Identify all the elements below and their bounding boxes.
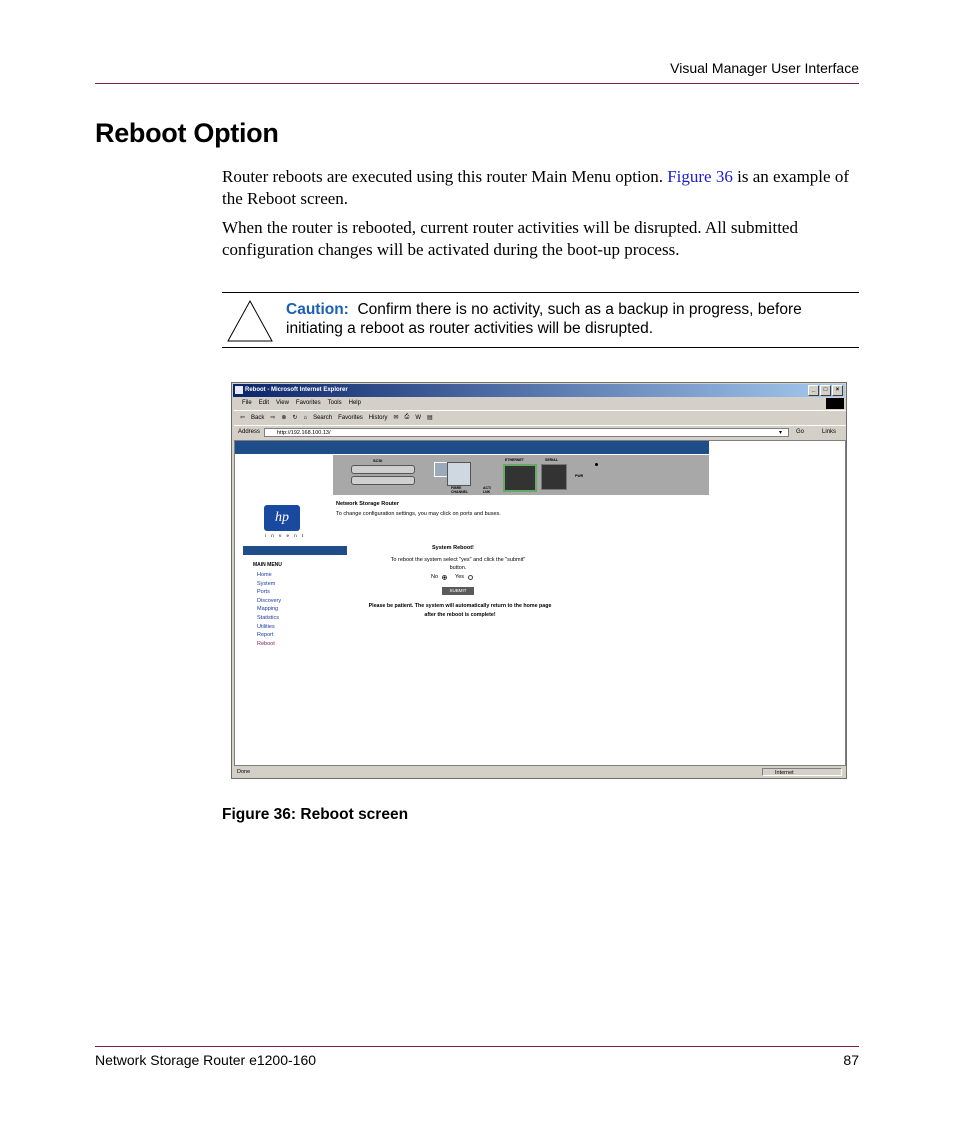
browser-viewport	[234, 440, 846, 766]
router-front-panel[interactable]	[333, 455, 709, 495]
main-menu-title: MAIN MENU	[253, 562, 282, 568]
caution-box	[222, 292, 859, 348]
browser-title: Reboot - Microsoft Internet Explorer	[245, 387, 348, 393]
browser-toolbar	[234, 410, 846, 424]
paragraph-2: When the router is rebooted, current router activities will be disrupted. All submitted configuration changes will be activated during the boot-up process.	[222, 218, 798, 259]
window-controls	[808, 385, 843, 396]
ie-window-icon	[235, 386, 243, 394]
reboot-title: System Reboot!	[432, 545, 474, 551]
menu-link-report[interactable]: Report	[257, 632, 274, 639]
menu-link-system[interactable]: System	[257, 580, 276, 587]
address-input[interactable]: http://192.168.100.13/	[264, 428, 789, 437]
status-text: Done	[237, 769, 251, 775]
menu-file[interactable]: File	[242, 400, 252, 406]
back-arrow-icon[interactable]: ⇦	[240, 415, 246, 421]
ethernet-label: ETHERNET	[505, 458, 524, 462]
search-button[interactable]: Search	[313, 414, 333, 421]
menu-header-band	[243, 546, 347, 555]
edit-icon[interactable]: W	[415, 414, 421, 421]
serial-label: SERIAL	[545, 458, 558, 462]
forward-arrow-icon[interactable]: ⇨	[270, 415, 276, 421]
paragraph-1	[222, 166, 852, 210]
serial-port[interactable]	[541, 464, 567, 490]
section-title: Reboot Option	[95, 118, 279, 148]
act-lnk-label: ACT/ LNK	[483, 486, 492, 494]
security-zone: Internet	[762, 768, 842, 776]
main-menu-list	[257, 571, 281, 648]
menu-link-utilities[interactable]: Utilities	[257, 623, 275, 630]
no-label: No	[431, 574, 439, 580]
yes-radio[interactable]	[468, 575, 473, 580]
menu-tools[interactable]: Tools	[327, 400, 342, 406]
menu-link-home[interactable]: Home	[257, 572, 272, 578]
menu-favorites[interactable]: Favorites	[295, 400, 321, 406]
menu-view[interactable]: View	[276, 400, 289, 406]
paragraph-1-text-a: Router reboots are executed using this router Main Menu option.	[222, 167, 668, 186]
monitor-icon	[434, 462, 448, 477]
home-icon[interactable]: ⌂	[303, 414, 308, 421]
pwr-label: PWR	[575, 474, 584, 478]
page-subheading: To change configuration settings, you may click on ports and buses.	[336, 511, 501, 517]
links-button[interactable]: Links	[822, 429, 837, 435]
browser-window	[231, 382, 847, 779]
patience-note: Please be patient. The system will automatically return to the home page after the reboot is complete!	[368, 603, 552, 618]
caution-triangle-icon	[226, 299, 274, 343]
discuss-icon[interactable]: ▤	[426, 415, 433, 421]
windows-flag-icon	[826, 398, 844, 409]
page-heading: Network Storage Router	[336, 501, 399, 507]
header-rule	[95, 83, 859, 84]
scsi-label: SCSI	[373, 458, 383, 463]
menu-link-reboot[interactable]: Reboot	[257, 640, 275, 647]
address-dropdown-icon[interactable]: ▾	[779, 430, 783, 436]
hp-invent-tagline: i n v e n t	[265, 533, 306, 538]
running-header: Visual Manager User Interface	[670, 60, 859, 76]
status-bar	[234, 767, 846, 778]
scsi-port-2[interactable]	[351, 476, 415, 485]
browser-menu-bar	[234, 398, 846, 409]
refresh-icon[interactable]: ↻	[292, 415, 298, 421]
no-radio[interactable]	[442, 575, 447, 580]
maximize-button[interactable]: □	[820, 385, 831, 396]
scsi-port-1[interactable]	[351, 465, 415, 474]
power-led	[595, 463, 598, 466]
reboot-choice	[431, 574, 473, 580]
stop-icon[interactable]: ⊗	[281, 415, 287, 421]
yes-label: Yes	[455, 574, 465, 580]
history-button[interactable]: History	[368, 414, 388, 421]
footer-rule	[95, 1046, 859, 1047]
menu-link-ports[interactable]: Ports	[257, 589, 270, 596]
menu-link-mapping[interactable]: Mapping	[257, 606, 279, 613]
browser-title-bar	[233, 384, 845, 397]
ethernet-port[interactable]	[503, 464, 537, 492]
address-label: Address	[238, 429, 261, 435]
go-button[interactable]: Go	[796, 429, 805, 435]
minimize-button[interactable]: _	[808, 385, 819, 396]
menu-link-discovery[interactable]: Discovery	[257, 597, 282, 604]
back-button[interactable]: Back	[251, 414, 265, 421]
menu-link-statistics[interactable]: Statistics	[257, 614, 280, 621]
menu-help[interactable]: Help	[348, 400, 361, 406]
footer-doc-title: Network Storage Router e1200-160	[95, 1052, 317, 1068]
caution-message: Confirm there is no activity, such as a backup in progress, before initiating a reboot as router activities will be disrupted.	[286, 301, 802, 337]
paragraph-1-text-b: is an example of the Reboot screen.	[222, 167, 849, 208]
submit-button[interactable]: SUBMIT	[442, 587, 474, 595]
fibre-channel-port[interactable]	[447, 462, 471, 486]
page-number: 87	[843, 1052, 859, 1068]
fibre-label: FIBRE CHANNEL	[451, 486, 469, 494]
figure-caption: Figure 36: Reboot screen	[222, 806, 409, 823]
router-header-band	[235, 441, 709, 454]
favorites-button[interactable]: Favorites	[338, 414, 363, 421]
caution-text-block	[286, 300, 856, 338]
print-icon[interactable]: ⎙	[404, 414, 410, 420]
address-bar	[234, 425, 846, 440]
reboot-instruction: To reboot the system select "yes" and click the "submit" button.	[390, 557, 526, 571]
close-button[interactable]: ×	[832, 385, 843, 396]
menu-edit[interactable]: Edit	[258, 400, 270, 406]
mail-icon[interactable]: ✉	[393, 415, 399, 421]
caution-label: Caution:	[286, 301, 349, 318]
hp-logo: hp	[264, 505, 300, 531]
figure-36-link[interactable]: Figure 36	[667, 167, 733, 186]
